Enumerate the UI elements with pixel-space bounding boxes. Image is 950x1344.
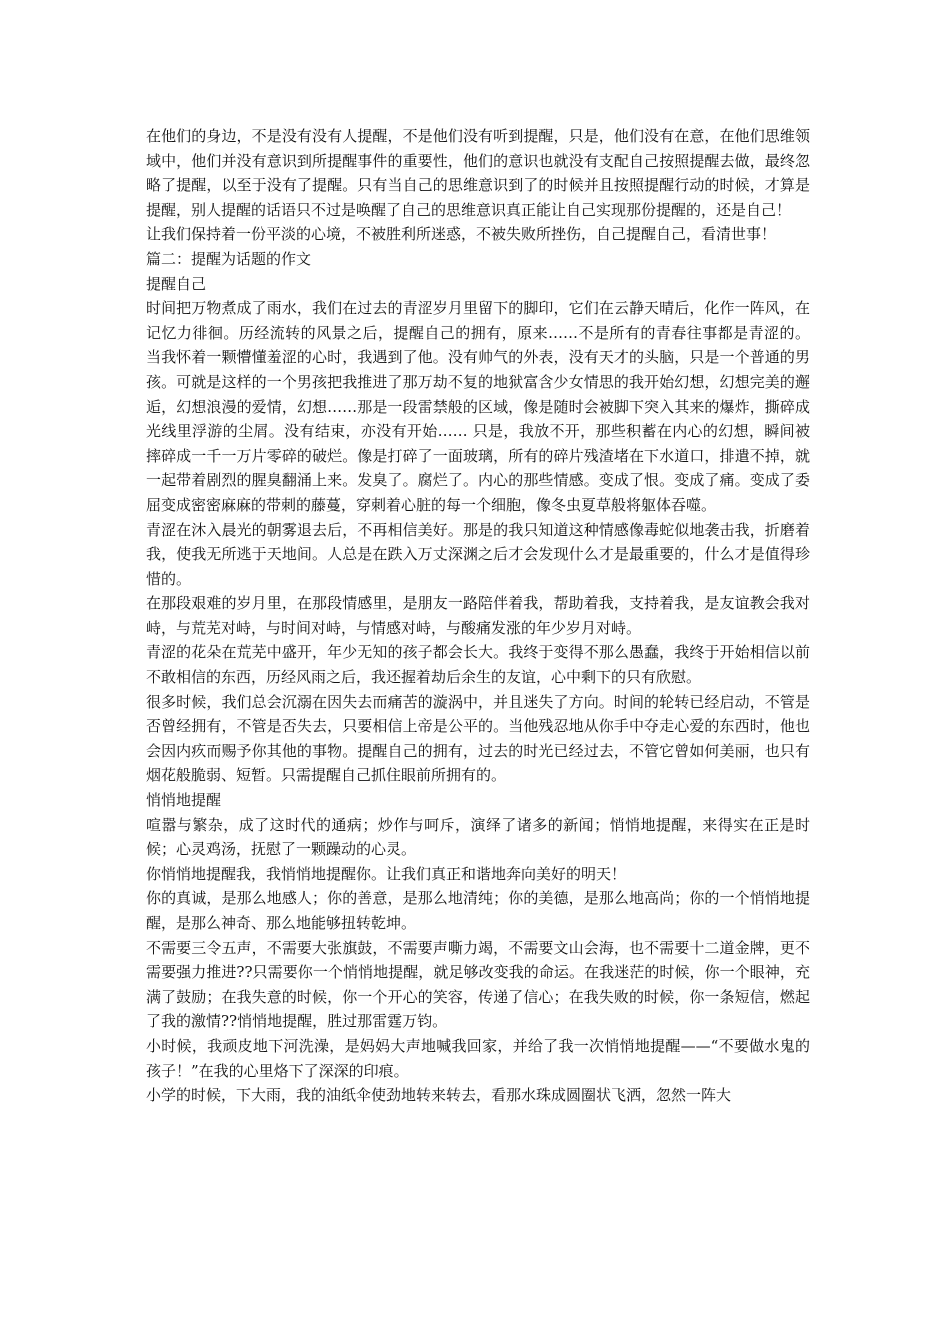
- paragraph: 你悄悄地提醒我，我悄悄地提醒你。让我们真正和谐地奔向美好的明天！: [146, 864, 627, 883]
- paragraph: 小学的时候，下大雨，我的油纸伞使劲地转来转去，看那水珠成圆圈状飞洒，忽然一阵大: [146, 1086, 732, 1105]
- essay-title: 提醒自己: [146, 274, 207, 293]
- section-title: 篇二：提醒为话题的作文: [146, 249, 312, 268]
- paragraph: 在他们的身边，不是没有没有人提醒，不是他们没有听到提醒，只是，他们没有在意，在他们思维领域中，他们并没有意识到所提醒事件的重要性，他们的意识也就没有支配自己按照提醒去做，最终忽略了提醒，以至于没有了提醒。只有当自己的思维意识到了的时候并且按照提醒行动的时候，才算是提醒，别人提醒的话语只不过是唤醒了自己的思维意识真正能让自己实现那份提醒的，还是自己！: [146, 127, 810, 219]
- paragraph: 小时候，我顽皮地下河洗澡，是妈妈大声地喊我回家，并给了我一次悄悄地提醒——“不要做水鬼的孩子！”在我的心里烙下了深深的印痕。: [146, 1036, 810, 1080]
- paragraph: 不需要三令五声，不需要大张旗鼓，不需要声嘶力竭，不需要文山会海，也不需要十二道金牌，更不需要强力推进??只需要你一个悄悄地提醒，就足够改变我的命运。在我迷茫的时候，你一个眼神，充满了鼓励；在我失意的时候，你一个开心的笑容，传递了信心；在我失败的时候，你一条短信，燃起了我的激情??悄悄地提醒，胜过那雷霆万钧。: [146, 938, 810, 1031]
- paragraph: 时间把万物煮成了雨水，我们在过去的青涩岁月里留下的脚印，它们在云静天晴后，化作一阵风，在记忆力徘徊。历经流转的风景之后，提醒自己的拥有，原来……不是所有的青春往事都是青涩的。 当我怀着一颗懵懂羞涩的心时，我遇到了他。没有帅气的外表，没有天才的头脑，只是一个普通的男孩。可就是这样的一个男孩把我推进了那万劫不复的地狱富含少女情思的我开始幻想，幻想完美的邂逅，幻想浪漫的爱情，幻想……那是一段雷禁般的区域，像是随时会被脚下突入其来的爆炸，撕碎成光线里浮游的尘屑。没有结束，亦没有开始…… 只是，我放不开，那些积蓄在内心的幻想，瞬间被摔碎成一千一万片零碎的破烂。像是打碎了一面玻璃，所有的碎片残渣堵在下水道口，排遣不掉，就一起带着剧烈的腥臭翻涌上来。发臭了。腐烂了。内心的那些情感。变成了恨。变成了痛。变成了委屈变成密密麻麻的带刺的藤蔓，穿刺着心脏的每一个细胞，像冬虫夏草般将躯体吞噬。: [146, 299, 810, 514]
- paragraph: 你的真诚，是那么地感人；你的善意，是那么地清纯；你的美德，是那么地高尚；你的一个悄悄地提醒，是那么神奇、那么地能够扭转乾坤。: [146, 889, 810, 932]
- document-page: [146, 124, 810, 1108]
- essay-title: 悄悄地提醒: [146, 791, 222, 810]
- paragraph: 在那段艰难的岁月里，在那段情感里，是朋友一路陪伴着我，帮助着我，支持着我，是友谊教会我对峙，与荒芜对峙，与时间对峙，与情感对峙，与酸痛发涨的年少岁月对峙。: [146, 594, 810, 637]
- paragraph: 让我们保持着一份平淡的心境，不被胜利所迷惑，不被失败所挫伤，自己提醒自己，看清世事！: [146, 225, 777, 244]
- paragraph: 很多时候，我们总会沉溺在因失去而痛苦的漩涡中，并且迷失了方向。时间的轮转已经启动，不管是否曾经拥有，不管是否失去，只要相信上帝是公平的。当他残忍地从你手中夺走心爱的东西时，他也会因内疚而赐予你其他的事物。提醒自己的拥有，过去的时光已经过去，不管它曾如何美丽，也只有烟花般脆弱、短暂。只需提醒自己抓住眼前所拥有的。: [146, 692, 810, 785]
- paragraph: 青涩在沐入晨光的朝雾退去后，不再相信美好。那是的我只知道这种情感像毒蛇似地袭击我，折磨着我，使我无所逃于天地间。人总是在跌入万丈深渊之后才会发现什么才是最重要的，什么才是值得珍惜的。: [146, 520, 810, 588]
- paragraph: 喧嚣与繁杂，成了这时代的通病；炒作与呵斥，演绎了诸多的新闻；悄悄地提醒，来得实在正是时候；心灵鸡汤，抚慰了一颗躁动的心灵。: [146, 815, 810, 859]
- paragraph: 青涩的花朵在荒芜中盛开，年少无知的孩子都会长大。我终于变得不那么愚蠢，我终于开始相信以前不敢相信的东西，历经风雨之后，我还握着劫后余生的友谊，心中剩下的只有欣慰。: [146, 643, 810, 687]
